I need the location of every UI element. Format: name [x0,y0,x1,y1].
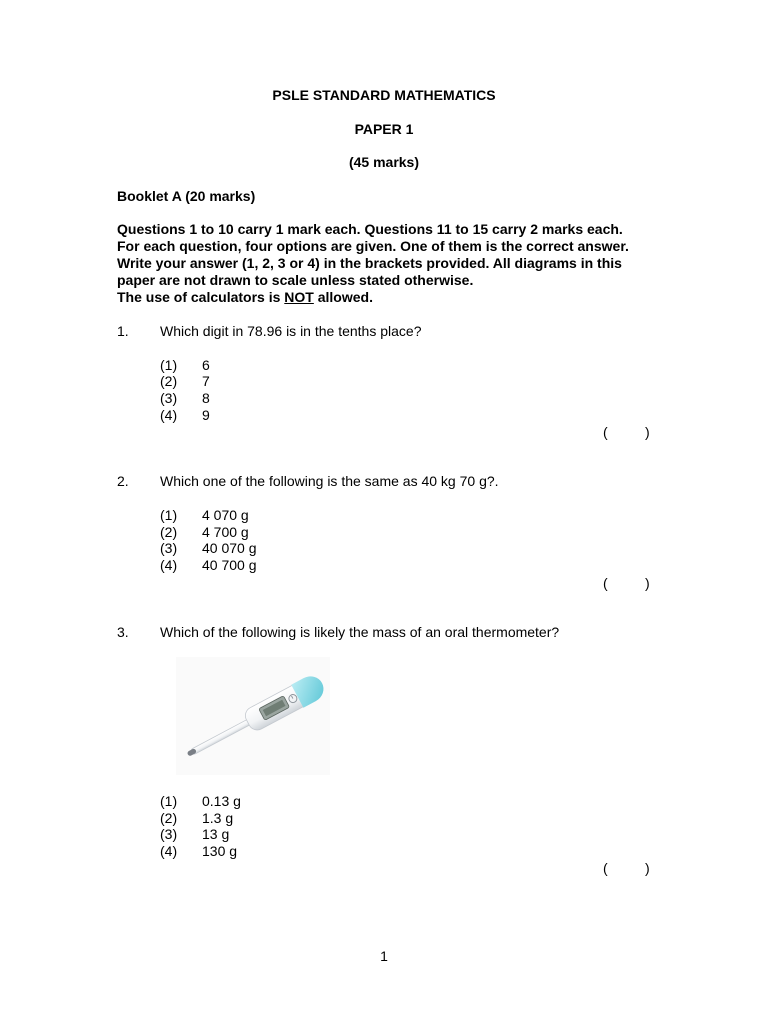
question-number: 3. [117,624,129,640]
instruction-line: paper are not drawn to scale unless stated otherwise. [117,272,474,288]
page-number: 1 [380,948,388,964]
question-text: Which digit in 78.96 is in the tenths place? [160,323,422,339]
option-label: (1) [160,793,178,809]
option-label: (2) [160,810,178,826]
option-value: 7 [202,373,210,389]
option-label: (4) [160,557,178,573]
option-value: 4 700 g [202,524,249,540]
option-label: (1) [160,357,178,373]
thermometer-image [176,657,330,775]
option-value: 13 g [202,826,230,842]
option-value: 130 g [202,843,238,859]
option-label: (3) [160,540,178,556]
instruction-line-calculator: The use of calculators is NOT allowed. [117,289,373,305]
question-number: 1. [117,323,129,339]
option-value: 9 [202,407,210,423]
exam-page: PSLE STANDARD MATHEMATICS PAPER 1 (45 marks) Booklet A (20 marks) Questions 1 to 10 carry 1 mark each. Questions 11 to 15 carry 2 marks each. For each question, four options are given. One of them is the correct answer. Write your answer (1, 2, 3 or 4) in the brackets provided. All diagrams in this paper are not drawn to scale unless stated otherwise. The use of calculators is NOT allowed. 1. Which digit in 78.96 is in the tenths place? (1) 6 (2) 7 (3) 8 (4) 9 ( ) 2. Which one of the following is the same as 40 kg 70 g?. (1) 4 070 g (2) 4 700 g (3) 40 070 g (4) 40 700 g ( ) 3. Which of the following is likely the mass of an oral thermometer? (1) 0.13 g (2) 1.3 g (3) 13 g (4) 130 g ( ) 1 [0,0,768,1024]
instructions [117,221,629,306]
option-label: (2) [160,373,178,389]
option-value: 0.13 g [202,793,241,809]
option-value: 8 [202,390,210,406]
option-label: (1) [160,507,178,523]
booklet-title: Booklet A (20 marks) [117,188,256,204]
option-label: (3) [160,390,178,406]
option-label: (3) [160,826,178,842]
option-label: (4) [160,407,178,423]
option-value: 4 070 g [202,507,249,523]
instruction-line: Questions 1 to 10 carry 1 mark each. Questions 11 to 15 carry 2 marks each. [117,221,623,237]
option-label: (4) [160,843,178,859]
paper-label: PAPER 1 [354,121,414,137]
option-label: (2) [160,524,178,540]
option-value: 1.3 g [202,810,234,826]
question-number: 2. [117,473,129,489]
instruction-line: For each question, four options are given. One of them is the correct answer. [117,238,629,254]
not-emphasis: NOT [284,289,314,305]
page-title: PSLE STANDARD MATHEMATICS [272,87,496,103]
option-value: 6 [202,357,210,373]
question-text: Which one of the following is the same as 40 kg 70 g?. [160,473,499,489]
option-value: 40 700 g [202,557,257,573]
question-text: Which of the following is likely the mass of an oral thermometer? [160,624,560,640]
instruction-line: Write your answer (1, 2, 3 or 4) in the brackets provided. All diagrams in this [117,255,622,271]
option-value: 40 070 g [202,540,257,556]
total-marks: (45 marks) [348,154,420,170]
